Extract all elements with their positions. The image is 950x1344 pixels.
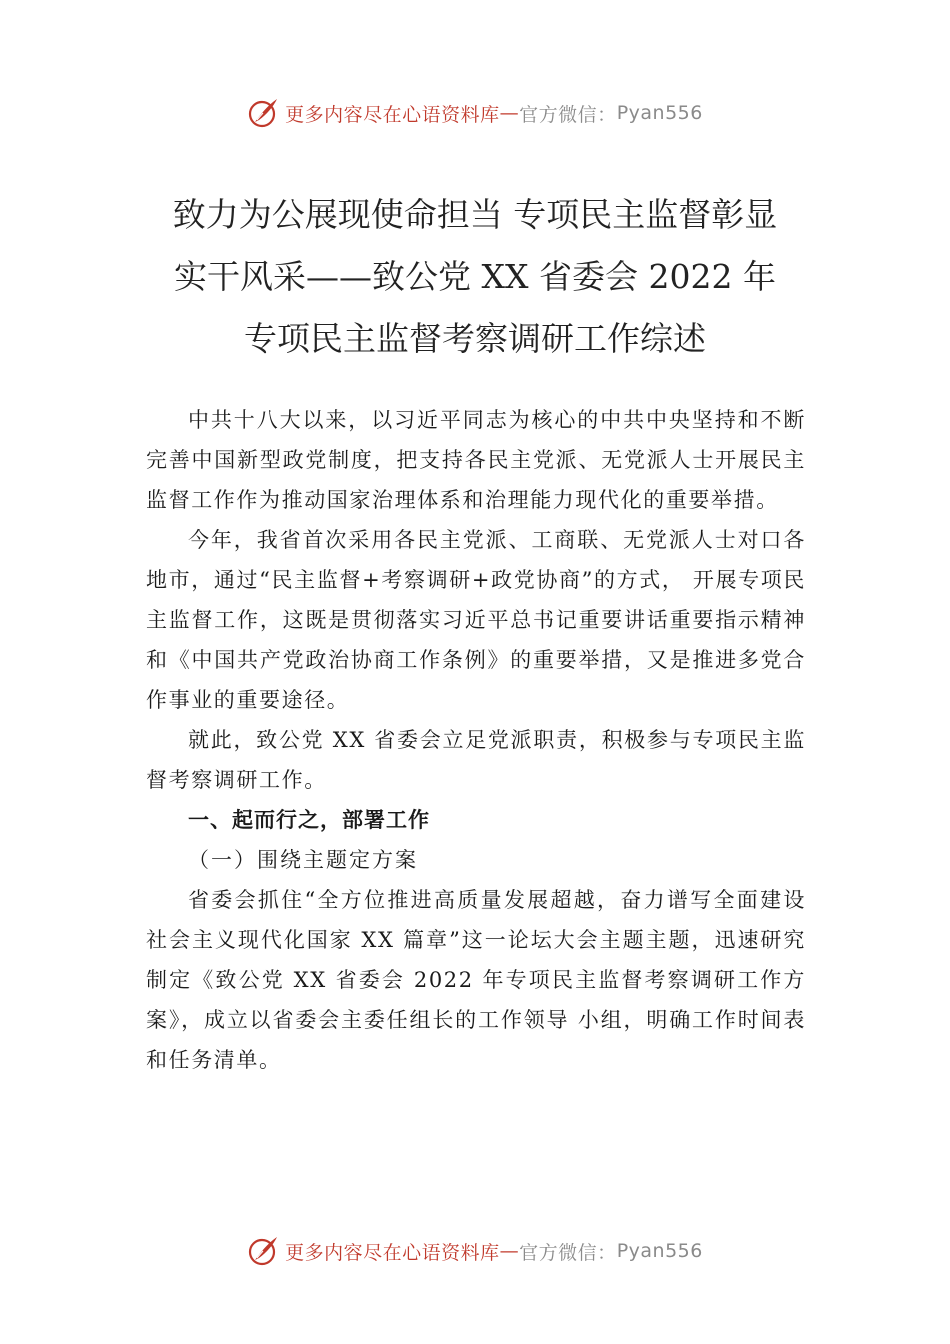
watermark-brand: 更多内容尽在心语资料库 [285, 103, 500, 126]
footer-watermark [0, 1234, 950, 1268]
title-line-3: 专项民主监督考察调研工作综述 [244, 319, 706, 358]
paragraph-3: 就此，致公党 XX 省委会立足党派职责，积极参与专项民主监督考察调研工作。 [146, 728, 806, 792]
header-watermark [0, 96, 950, 130]
title-line-2: 实干风采——致公党 XX 省委会 2022 年 [174, 257, 776, 296]
section-heading-1: 一、起而行之，部署工作 [188, 808, 430, 832]
document-body [146, 400, 806, 1080]
watermark-wechat-label: 官方微信： [519, 103, 617, 126]
feather-seal-icon [247, 96, 281, 130]
watermark-wechat-id: Pyan556 [616, 1240, 703, 1262]
feather-seal-icon [247, 1234, 281, 1268]
paragraph-1: 中共十八大以来，以习近平同志为核心的中共中央坚持和不断完善中国新型政党制度，把支持各民主党派、无党派人士开展民主监督工作作为推动国家治理体系和治理能力现代化的重要举措。 [146, 408, 806, 512]
subsection-heading-1: （一）围绕主题定方案 [188, 848, 418, 872]
watermark-brand: 更多内容尽在心语资料库 [285, 1241, 500, 1264]
document-title [100, 184, 850, 370]
watermark-wechat-label: 官方微信： [519, 1241, 617, 1264]
watermark-wechat-id: Pyan556 [616, 102, 703, 124]
watermark-separator: — [499, 102, 520, 124]
watermark-separator: — [499, 1240, 520, 1262]
paragraph-4: 省委会抓住“全方位推进高质量发展超越，奋力谱写全面建设社会主义现代化国家 XX 篇章”这一论坛大会主题主题，迅速研究制定《致公党 XX 省委会 2022 年专项民主监督考察调研工作方案》，成立以省委会主委任组长的工作领导 小组，明确工作时间表和任务清单。 [146, 888, 806, 1072]
paragraph-2: 今年，我省首次采用各民主党派、工商联、无党派人士对口各地市，通过“民主监督+考察调研+政党协商”的方式， 开展专项民主监督工作，这既是贯彻落实习近平总书记重要讲话重要指示精神和《中国共产党政治协商工作条例》的重要举措，又是推进多党合作事业的重要途径。 [146, 528, 806, 712]
title-line-1: 致力为公展现使命担当 专项民主监督彰显 [172, 195, 778, 234]
